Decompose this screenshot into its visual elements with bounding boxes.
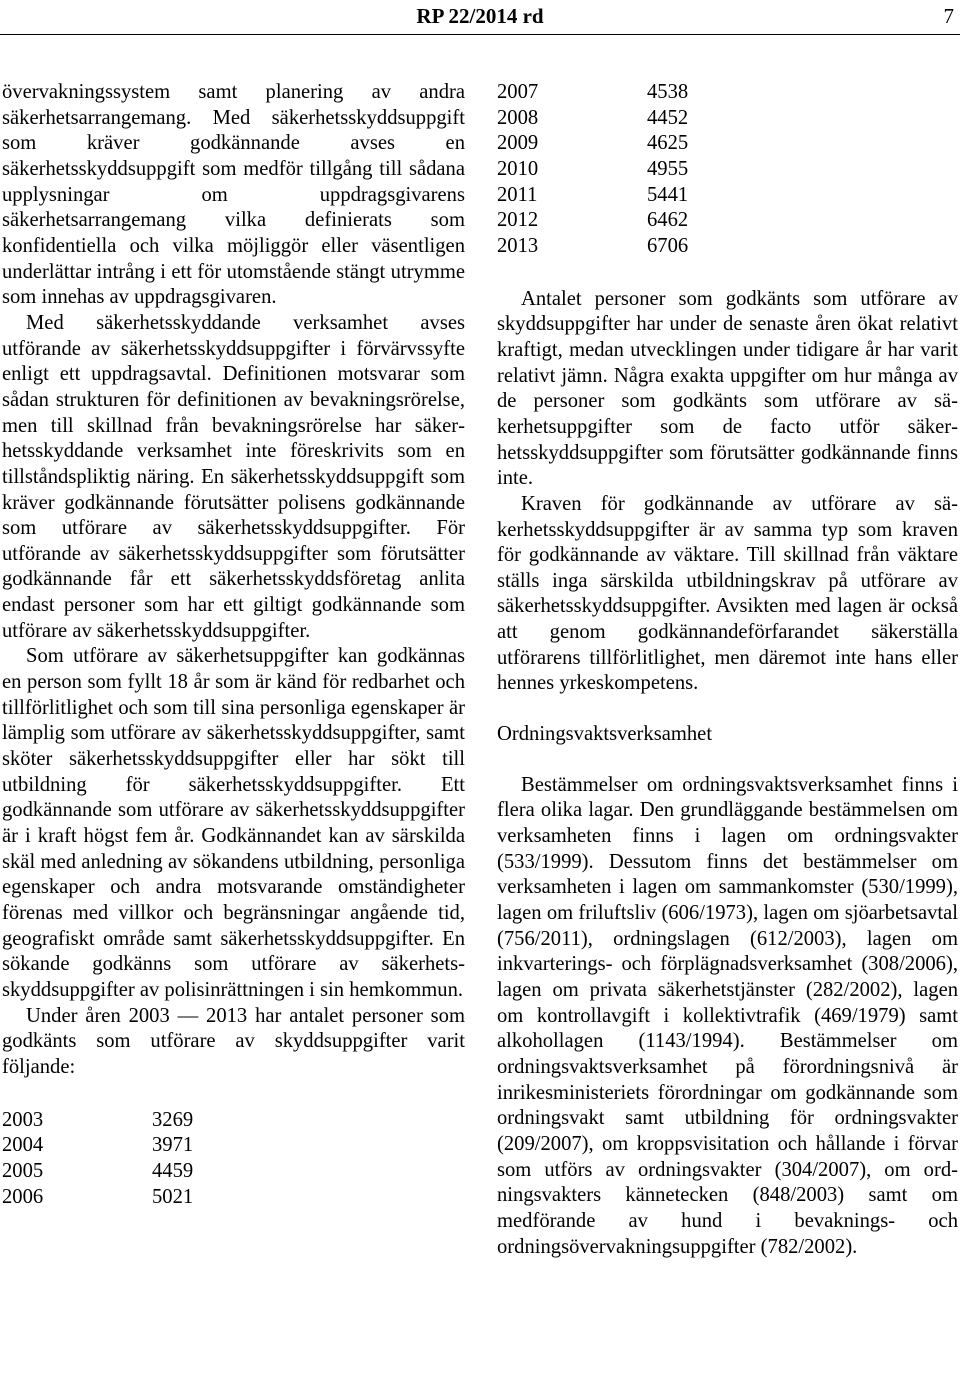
year-cell: 2008	[497, 106, 539, 129]
year-cell: 2013	[497, 234, 539, 257]
year-cell: 2003	[2, 1108, 44, 1131]
count-cell: 4625	[647, 132, 689, 155]
year-cell: 2004	[2, 1134, 44, 1157]
year-cell: 2012	[497, 209, 539, 232]
paragraph: Under åren 2003 — 2013 har antalet personer som godkänts som utförare av skyddsuppgifter varit följande:	[2, 1004, 465, 1078]
count-cell: 4459	[152, 1159, 194, 1182]
table-row	[2, 1159, 193, 1185]
approvals-table-continued	[497, 80, 688, 260]
count-cell: 4955	[647, 157, 689, 180]
year-cell: 2006	[2, 1185, 44, 1208]
paragraph: Bestämmelser om ordningsvaktsverksamhet finns i flera olika lagar. Den grundläggande bestämmelsen om verksamheten finns i lagen om ordningsvakter (533/1999). Dessutom finns det bestämmelser om verksamheten i lagen om sammankomster (530/1999), lagen om friluftsliv (606/1973), lagen om sjöarbetsavtal (756/2011), ordningslagen (612/2003), lagen om inkvarterings- och förplägnadsverksamhet (308/2006), lagen om privata säkerhetstjänster (282/2002), lagen om kontrollavgift i kollektivtrafik (469/1979) samt alkohollagen (1143/1994). Bestämmelser om ordningsvaktsverksamhet på förordningsnivå är inrikesministeriets förordningar om godkännande som ordningsvakt samt utbildning för ordningsvakter (209/2007), om kroppsvisitation och hållande i förvar som utförs av ordningsvakter (304/2007), om ordningsvakters kännetecken (848/2003) samt om medförande av hund i bevaknings- och ordningsövervakningsuppgifter (782/2002).	[497, 773, 958, 1258]
section-heading: Ordningsvaktsverksamhet	[497, 723, 713, 746]
page-header	[0, 0, 960, 35]
paragraph: Som utförare av säkerhetsuppgifter kan godkännas en person som fyllt 18 år som är känd för redbarhet och tillförlitlighet och som till sina personliga egenskaper är lämplig som utförare av säkerhetsskyddsuppgifter, samt sköter säkerhetsskyddsuppgifter eller har sökt till utbildning för säkerhetsskyddsuppgifter. Ett godkännande som utförare av säkerhetsskyddsuppgifter är i kraft högst fem år. Godkännandet kan av särskilda skäl med anledning av sökandens utbildning, personliga egenskaper och andra motsvarande omständigheter förenas med villkor och begränsningar angående tid, geografiskt område samt säkerhetsskyddsuppgifter. En sökande godkänns som utförare av säkerhetsskyddsuppgifter av polisinrättningen i sin hemkommun.	[2, 645, 465, 1001]
year-cell: 2009	[497, 132, 539, 155]
approvals-table	[2, 1108, 193, 1211]
count-cell: 6462	[647, 209, 689, 232]
document-id: RP 22/2014 rd	[416, 4, 544, 28]
paragraph: Antalet personer som godkänts som utförare av skyddsuppgifter har under de senaste åren ökat relativt kraftigt, medan utvecklingen under tidigare år har varit relativt jämn. Några exakta uppgifter om hur många av de personer som godkänts som utförare av säkerhetsuppgifter som de facto utför säkerhetsskyddsuppgifter som förutsätter godkännande finns inte.	[497, 287, 958, 490]
table-row	[497, 157, 688, 183]
year-cell: 2010	[497, 157, 539, 180]
count-cell: 5441	[647, 183, 689, 206]
table-row	[497, 106, 688, 132]
table-row	[497, 131, 688, 157]
year-cell: 2007	[497, 81, 539, 103]
table-row	[497, 208, 688, 234]
year-cell: 2005	[2, 1159, 44, 1182]
table-row	[2, 1133, 193, 1159]
left-column	[2, 80, 465, 1210]
table-row	[2, 1185, 193, 1211]
count-cell: 6706	[647, 234, 689, 257]
count-cell: 5021	[152, 1185, 194, 1208]
count-cell: 3971	[152, 1134, 194, 1157]
paragraph: Kraven för godkännande av utförare av säkerhetsskyddsuppgifter är av samma typ som kraven för godkännande av väktare. Till skillnad från väktare ställs inga särskilda utbildningskrav på utförare av säkerhetsskyddsuppgifter. Avsikten med lagen är också att genom godkännandeförfarandet säkerställa utförarens tillförlitlighet, men däremot inte hans eller hennes yrkeskompetens.	[497, 492, 958, 695]
count-cell: 3269	[152, 1108, 194, 1131]
table-row	[497, 234, 688, 260]
table-row	[497, 80, 688, 106]
year-cell: 2011	[497, 183, 538, 206]
paragraph: Med säkerhetsskyddande verksamhet avses utförande av säkerhetsskyddsuppgifter i förvärvssyfte enligt ett uppdragsavtal. Definitionen motsvarar som sådan strukturen för definitionen av bevakningsrörelse, men till skillnad från bevakningsrörelse har säkerhetsskyddande verksamhet inte föreskrivits som en tillståndspliktig näring. En säkerhetsskyddsuppgift som kräver godkännande förutsätter polisens godkännande som utförare av säkerhetsskyddsuppgifter. För utförande av säkerhetsskyddsuppgifter som förutsätter godkännande får ett säkerhetsskyddsföretag anlita endast personer som har ett giltigt godkännande som utförare av säkerhetsskyddsuppgifter.	[2, 311, 465, 642]
table-row	[2, 1108, 193, 1134]
page-number: 7	[943, 4, 954, 28]
paragraph: övervakningssystem samt planering av andra säkerhetsarrangemang. Med säkerhetsskyddsuppgift som kräver godkännande avses en säkerhetsskyddsuppgift som medför tillgång till sådana upplysningar om uppdragsgivarens säkerhetsarrangemang vilka definierats som konfidentiella och vilka möjliggör eller väsentligen underlättar intrång i ett för utomstående stängt utrymme som innehas av uppdragsgivaren.	[2, 81, 465, 309]
table-row	[497, 183, 688, 209]
count-cell: 4538	[647, 81, 689, 103]
count-cell: 4452	[647, 106, 689, 129]
right-column	[497, 80, 958, 1260]
